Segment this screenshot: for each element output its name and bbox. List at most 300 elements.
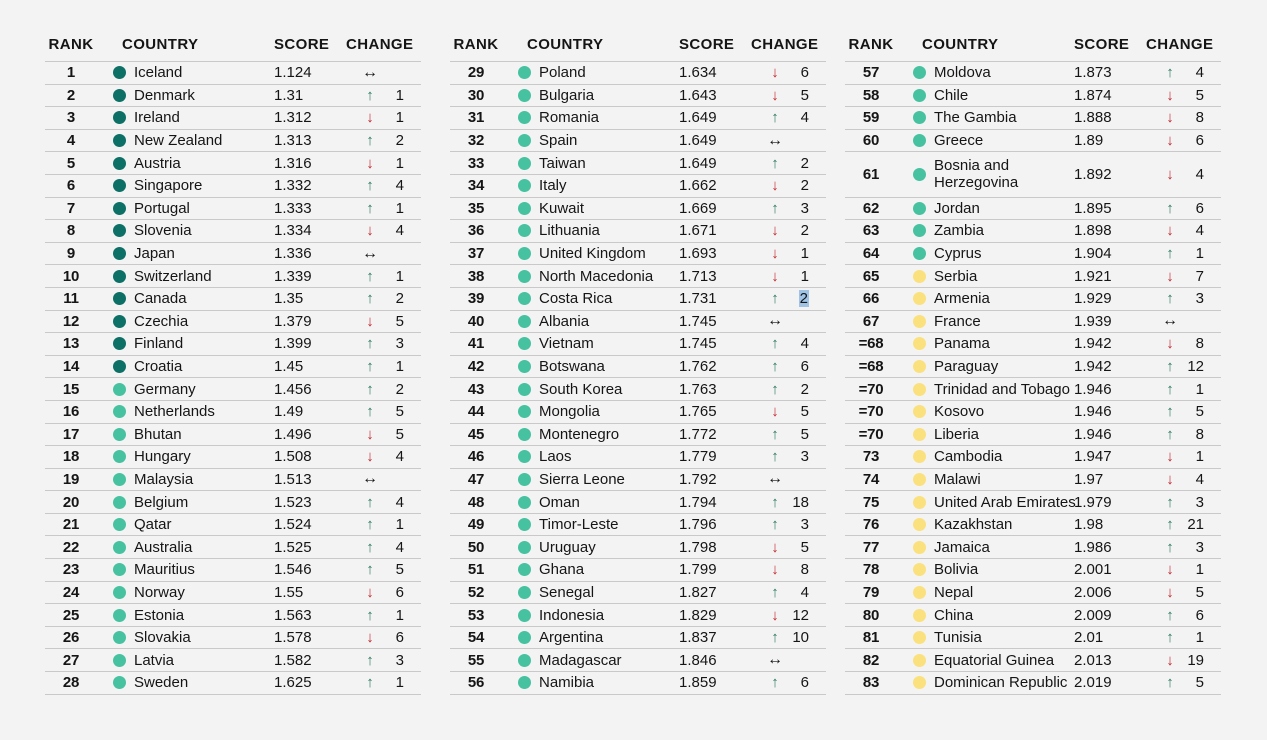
rank-cell: 80 (862, 606, 880, 624)
change-cell (1142, 109, 1221, 126)
score-cell: 1.772 (679, 425, 717, 443)
change-up-arrow-icon: ↑ (1166, 629, 1174, 647)
country-tier-dot-icon (913, 405, 926, 418)
table-row (450, 491, 826, 514)
rank-cell: =68 (858, 358, 884, 376)
change-cell (342, 516, 421, 533)
score-cell: 1.895 (1074, 199, 1112, 217)
rank-cell: 21 (62, 516, 80, 534)
table-header-row (45, 28, 421, 62)
country-name: Hungary (134, 448, 191, 466)
score-cell: 1.336 (274, 245, 312, 263)
rank-cell: 14 (62, 358, 80, 376)
change-cell (747, 358, 826, 375)
score-cell: 1.794 (679, 493, 717, 511)
table-row (845, 356, 1221, 379)
change-up-arrow-icon: ↑ (1166, 516, 1174, 534)
country-name: Poland (539, 64, 586, 82)
score-cell: 1.829 (679, 606, 717, 624)
table-row (845, 582, 1221, 605)
country-cell (502, 403, 679, 420)
country-name: Ireland (134, 109, 180, 127)
country-name: Bosnia and Herzegovina (934, 157, 1019, 192)
change-cell (747, 335, 826, 352)
table-body (450, 62, 826, 695)
change-cell (747, 133, 826, 149)
change-cell (1142, 335, 1221, 352)
country-tier-dot-icon (518, 66, 531, 79)
change-value: 1 (395, 358, 404, 376)
country-tier-dot-icon (113, 586, 126, 599)
rank-cell: 6 (66, 177, 76, 195)
country-tier-dot-icon (913, 247, 926, 260)
table-row (845, 220, 1221, 243)
change-cell (747, 629, 826, 646)
rank-cell: 10 (62, 267, 80, 285)
country-name: Australia (134, 538, 193, 556)
table-row (450, 514, 826, 537)
change-up-arrow-icon: ↑ (771, 516, 779, 534)
country-cell (502, 652, 679, 669)
score-cell: 1.731 (679, 290, 717, 308)
change-value: 5 (800, 538, 809, 556)
table-row (45, 311, 421, 334)
change-up-arrow-icon: ↑ (1166, 358, 1174, 376)
rank-cell: 26 (62, 629, 80, 647)
change-down-arrow-icon: ↓ (366, 629, 374, 647)
country-name: Norway (134, 583, 185, 601)
change-cell (1142, 358, 1221, 375)
country-name: Malawi (934, 470, 981, 488)
table-row (45, 582, 421, 605)
country-name: Kuwait (539, 199, 585, 217)
table-row (45, 627, 421, 650)
country-tier-dot-icon (518, 428, 531, 441)
score-cell: 1.763 (679, 380, 717, 398)
country-tier-dot-icon (913, 168, 926, 181)
change-down-arrow-icon: ↓ (1166, 335, 1174, 353)
rank-cell: 79 (862, 583, 880, 601)
score-cell: 1.649 (679, 154, 717, 172)
rank-cell: 32 (467, 132, 485, 150)
country-name: Romania (539, 109, 600, 127)
no-change-icon: ↔ (767, 651, 783, 669)
country-cell (897, 403, 1074, 420)
score-cell: 1.946 (1074, 403, 1112, 421)
table-row (845, 536, 1221, 559)
change-cell (342, 471, 421, 487)
change-cell (1142, 313, 1221, 329)
rank-cell: 61 (862, 165, 880, 183)
change-value: 6 (1195, 132, 1204, 150)
table-row (450, 649, 826, 672)
table-body (45, 62, 421, 695)
country-name: Vietnam (539, 335, 594, 353)
country-tier-dot-icon (518, 179, 531, 192)
country-cell (502, 222, 679, 239)
score-cell: 1.837 (679, 629, 717, 647)
country-tier-dot-icon (913, 383, 926, 396)
country-tier-dot-icon (518, 496, 531, 509)
country-name: Tunisia (934, 629, 982, 647)
change-value: 5 (395, 561, 404, 579)
country-cell (502, 155, 679, 172)
rank-cell: =70 (858, 425, 884, 443)
change-cell (747, 87, 826, 104)
country-name: Trinidad and Tobago (934, 380, 1070, 398)
score-cell: 1.762 (679, 358, 717, 376)
change-value: 6 (395, 583, 404, 601)
country-cell (97, 222, 274, 239)
change-column-header: CHANGE (1146, 36, 1214, 53)
rank-cell: 11 (63, 290, 79, 308)
country-tier-dot-icon (113, 292, 126, 305)
change-up-arrow-icon: ↑ (771, 425, 779, 443)
change-value: 4 (395, 493, 404, 511)
country-tier-dot-icon (113, 450, 126, 463)
no-change-icon: ↔ (767, 312, 783, 330)
change-up-arrow-icon: ↑ (1166, 199, 1174, 217)
change-cell (342, 448, 421, 465)
change-cell (747, 177, 826, 194)
table-row (845, 514, 1221, 537)
change-up-arrow-icon: ↑ (366, 358, 374, 376)
country-tier-dot-icon (113, 563, 126, 576)
change-down-arrow-icon: ↓ (1166, 448, 1174, 466)
table-row (450, 378, 826, 401)
rank-cell: 35 (467, 199, 485, 217)
score-cell: 1.888 (1074, 109, 1112, 127)
rank-cell: 19 (62, 470, 80, 488)
country-tier-dot-icon (913, 496, 926, 509)
country-cell (502, 584, 679, 601)
change-cell (1142, 674, 1221, 691)
change-cell (1142, 516, 1221, 533)
table-row (450, 220, 826, 243)
country-cell (97, 109, 274, 126)
country-cell (502, 561, 679, 578)
table-row (845, 672, 1221, 695)
score-cell: 2.01 (1074, 629, 1104, 647)
country-name: Ghana (539, 561, 585, 579)
change-up-arrow-icon: ↑ (366, 538, 374, 556)
country-cell (897, 157, 1074, 191)
country-cell (97, 584, 274, 601)
change-up-arrow-icon: ↑ (1166, 403, 1174, 421)
rank-cell: 42 (467, 358, 485, 376)
change-cell (342, 652, 421, 669)
score-cell: 1.745 (679, 335, 717, 353)
country-tier-dot-icon (113, 179, 126, 192)
change-cell (1142, 200, 1221, 217)
score-cell: 1.799 (679, 561, 717, 579)
table-row (45, 130, 421, 153)
score-cell: 1.35 (274, 290, 304, 308)
change-cell (342, 403, 421, 420)
country-cell (502, 313, 679, 330)
change-cell (342, 335, 421, 352)
change-value: 2 (395, 380, 404, 398)
change-up-arrow-icon: ↑ (366, 380, 374, 398)
country-cell (502, 358, 679, 375)
country-tier-dot-icon (518, 676, 531, 689)
rank-cell: 23 (62, 561, 80, 579)
rank-cell: 56 (467, 674, 485, 692)
no-change-icon: ↔ (767, 131, 783, 149)
table-row (845, 424, 1221, 447)
change-value: 4 (800, 335, 809, 353)
table-row (450, 536, 826, 559)
score-cell: 1.662 (679, 177, 717, 195)
country-name: Bhutan (134, 425, 182, 443)
country-cell (97, 358, 274, 375)
country-name: Finland (134, 335, 184, 353)
change-down-arrow-icon: ↓ (771, 538, 779, 556)
change-value: 3 (800, 516, 809, 534)
score-cell: 1.873 (1074, 64, 1112, 82)
country-name: Armenia (934, 290, 990, 308)
country-cell (502, 629, 679, 646)
change-cell (1142, 403, 1221, 420)
score-cell: 1.316 (274, 154, 312, 172)
country-tier-dot-icon (113, 631, 126, 644)
table-row (45, 378, 421, 401)
country-name: Sweden (134, 674, 189, 692)
change-cell (747, 539, 826, 556)
country-name: Bolivia (934, 561, 979, 579)
change-cell (747, 652, 826, 668)
change-cell (342, 222, 421, 239)
change-up-arrow-icon: ↑ (366, 177, 374, 195)
change-cell (747, 516, 826, 533)
table-row (845, 446, 1221, 469)
country-cell (897, 448, 1074, 465)
change-up-arrow-icon: ↑ (1166, 538, 1174, 556)
table-row (45, 491, 421, 514)
score-cell: 1.339 (274, 267, 312, 285)
country-tier-dot-icon (518, 270, 531, 283)
table-row (450, 62, 826, 85)
change-down-arrow-icon: ↓ (771, 561, 779, 579)
change-cell (1142, 426, 1221, 443)
country-cell (897, 245, 1074, 262)
change-down-arrow-icon: ↓ (366, 222, 374, 240)
change-value: 6 (1195, 606, 1204, 624)
rank-cell: 48 (467, 493, 485, 511)
country-name: Albania (539, 312, 590, 330)
country-cell (502, 471, 679, 488)
rank-cell: 43 (467, 380, 485, 398)
score-cell: 1.124 (274, 64, 312, 82)
country-cell (97, 674, 274, 691)
score-cell: 1.333 (274, 199, 312, 217)
change-cell (342, 426, 421, 443)
country-tier-dot-icon (913, 224, 926, 237)
country-tier-dot-icon (113, 609, 126, 622)
change-cell (1142, 381, 1221, 398)
rank-cell: 64 (862, 245, 880, 263)
change-cell (1142, 166, 1221, 183)
country-name: Jordan (934, 199, 980, 217)
rank-cell: 54 (467, 629, 485, 647)
rank-cell: 38 (467, 267, 485, 285)
change-cell (1142, 222, 1221, 239)
country-cell (897, 539, 1074, 556)
change-up-arrow-icon: ↑ (366, 335, 374, 353)
change-cell (1142, 268, 1221, 285)
country-cell (97, 87, 274, 104)
change-up-arrow-icon: ↑ (1166, 606, 1174, 624)
country-cell (97, 494, 274, 511)
score-cell: 1.929 (1074, 290, 1112, 308)
country-cell (897, 629, 1074, 646)
country-name: Liberia (934, 425, 980, 443)
rank-cell: 33 (467, 154, 485, 172)
country-tier-dot-icon (913, 89, 926, 102)
score-cell: 1.846 (679, 651, 717, 669)
change-value: 4 (395, 448, 404, 466)
no-change-icon: ↔ (1162, 312, 1178, 330)
change-cell (1142, 64, 1221, 81)
country-name: Panama (934, 335, 990, 353)
change-down-arrow-icon: ↓ (366, 109, 374, 127)
score-cell: 2.006 (1074, 583, 1112, 601)
change-cell (342, 494, 421, 511)
change-up-arrow-icon: ↑ (366, 606, 374, 624)
country-cell (897, 652, 1074, 669)
country-cell (97, 200, 274, 217)
table-row (845, 288, 1221, 311)
change-value: 3 (1195, 538, 1204, 556)
table-row (45, 536, 421, 559)
score-cell: 2.013 (1074, 651, 1112, 669)
rank-cell: 55 (467, 651, 485, 669)
change-up-arrow-icon: ↑ (771, 335, 779, 353)
rank-cell: 15 (62, 380, 80, 398)
country-name: Kosovo (934, 403, 985, 421)
change-down-arrow-icon: ↓ (771, 222, 779, 240)
rank-cell: 1 (66, 64, 76, 82)
country-column-header: COUNTRY (922, 36, 999, 53)
country-cell (502, 177, 679, 194)
country-tier-dot-icon (518, 473, 531, 486)
table-row (845, 198, 1221, 221)
country-tier-dot-icon (913, 563, 926, 576)
country-name: Uruguay (539, 538, 596, 556)
country-cell (502, 64, 679, 81)
rank-cell: 8 (66, 222, 76, 240)
change-cell (342, 674, 421, 691)
country-tier-dot-icon (518, 631, 531, 644)
table-row (450, 424, 826, 447)
country-tier-dot-icon (113, 383, 126, 396)
change-value: 1 (395, 86, 404, 104)
country-name: Slovakia (134, 629, 191, 647)
score-cell: 1.713 (679, 267, 717, 285)
change-value: 3 (1195, 290, 1204, 308)
table-row (45, 649, 421, 672)
country-tier-dot-icon (113, 134, 126, 147)
country-cell (502, 245, 679, 262)
country-cell (502, 109, 679, 126)
change-value: 1 (395, 516, 404, 534)
country-name: Moldova (934, 64, 991, 82)
change-value: 3 (800, 199, 809, 217)
rank-cell: 37 (467, 245, 485, 263)
change-down-arrow-icon: ↓ (1166, 651, 1174, 669)
country-cell (897, 494, 1074, 511)
change-cell (1142, 561, 1221, 578)
change-cell (747, 290, 826, 307)
change-cell (747, 607, 826, 624)
country-cell (97, 403, 274, 420)
change-up-arrow-icon: ↑ (366, 290, 374, 308)
change-down-arrow-icon: ↓ (771, 86, 779, 104)
score-cell: 1.792 (679, 470, 717, 488)
table-row (845, 311, 1221, 334)
table-row (45, 85, 421, 108)
change-up-arrow-icon: ↑ (771, 358, 779, 376)
change-value: 19 (1187, 651, 1204, 669)
change-down-arrow-icon: ↓ (1166, 109, 1174, 127)
country-name: Equatorial Guinea (934, 651, 1055, 669)
table-row (845, 649, 1221, 672)
score-cell: 1.332 (274, 177, 312, 195)
rank-cell: 22 (62, 538, 80, 556)
country-name: Slovenia (134, 222, 192, 240)
rank-column-header: RANK (48, 36, 94, 53)
country-cell (502, 268, 679, 285)
country-cell (897, 471, 1074, 488)
rank-cell: 4 (66, 132, 76, 150)
country-cell (897, 584, 1074, 601)
table-row (845, 265, 1221, 288)
country-name: Japan (134, 245, 175, 263)
change-cell (747, 494, 826, 511)
change-cell (1142, 584, 1221, 601)
change-cell (1142, 290, 1221, 307)
rank-cell: 49 (467, 516, 485, 534)
country-cell (97, 290, 274, 307)
table-row (450, 469, 826, 492)
change-cell (342, 87, 421, 104)
country-name: North Macedonia (539, 267, 654, 285)
change-value: 7 (1195, 267, 1204, 285)
country-name: Estonia (134, 606, 185, 624)
rank-cell: 3 (66, 109, 76, 127)
change-value: 4 (1195, 64, 1204, 82)
change-cell (747, 426, 826, 443)
country-tier-dot-icon (113, 247, 126, 260)
country-tier-dot-icon (518, 586, 531, 599)
change-value: 5 (1195, 403, 1204, 421)
score-cell: 1.892 (1074, 165, 1112, 183)
country-cell (897, 200, 1074, 217)
change-cell (747, 245, 826, 262)
rank-cell: =68 (858, 335, 884, 353)
change-value: 10 (792, 629, 809, 647)
country-tier-dot-icon (113, 66, 126, 79)
country-name: Taiwan (539, 154, 586, 172)
country-tier-dot-icon (518, 654, 531, 667)
table-row (450, 243, 826, 266)
change-value: 1 (395, 606, 404, 624)
change-value: 3 (800, 448, 809, 466)
change-value: 2 (395, 290, 404, 308)
country-name: Dominican Republic (934, 674, 1068, 692)
country-cell (897, 87, 1074, 104)
country-cell (97, 155, 274, 172)
